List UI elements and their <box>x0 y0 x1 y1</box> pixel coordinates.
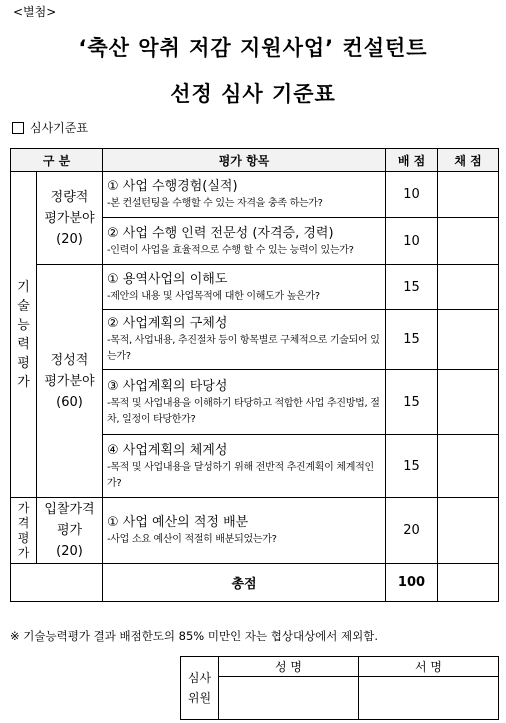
item-title: ③ 사업계획의 타당성 <box>107 378 228 394</box>
signature-table <box>180 656 499 720</box>
item-desc: -제안의 내용 및 사업목적에 대한 이해도가 높은가? <box>107 290 320 302</box>
grade-cell[interactable] <box>438 435 499 498</box>
eval-item <box>103 498 386 564</box>
eval-item <box>103 265 386 310</box>
grade-cell[interactable] <box>438 265 499 310</box>
table-row <box>11 498 499 564</box>
attachment-label: <별첨> <box>13 5 57 19</box>
eval-item <box>103 172 386 218</box>
item-title: ① 사업 수행경험(실적) <box>107 179 238 194</box>
grade-cell[interactable] <box>438 498 499 564</box>
header-grade: 채 점 <box>438 149 499 172</box>
evaluation-table <box>10 148 499 602</box>
total-label: 총점 <box>103 564 386 602</box>
item-desc: -인력이 사업을 효율적으로 수행 할 수 있는 능력이 있는가? <box>107 244 354 256</box>
table-row <box>11 172 499 218</box>
price-subgroup: 입찰가격 평가 (20) <box>37 498 103 564</box>
header-score: 배 점 <box>386 149 438 172</box>
item-score: 15 <box>386 265 438 310</box>
grade-cell[interactable] <box>438 218 499 265</box>
checkbox-square-icon <box>12 122 24 134</box>
item-score: 10 <box>386 218 438 265</box>
header-item: 평가 항목 <box>103 149 386 172</box>
item-score: 15 <box>386 370 438 435</box>
item-desc: -목적 및 사업내용을 이해하기 타당하고 적합한 사업 추진방법, 절차, 일정이 타당한가? <box>107 397 380 425</box>
item-desc: -본 컨설턴팅을 수행할 수 있는 자격을 충족 하는가? <box>107 198 323 209</box>
eval-item <box>103 218 386 265</box>
header-row <box>11 149 499 172</box>
title-line-2: 선정 심사 기준표 <box>170 82 336 106</box>
price-eval-group: 가 격 평 가 <box>11 498 37 564</box>
item-score: 15 <box>386 310 438 370</box>
item-score: 15 <box>386 435 438 498</box>
signature-field[interactable] <box>359 677 499 720</box>
item-title: ① 사업 예산의 적정 배분 <box>107 515 249 530</box>
table-row <box>11 265 499 310</box>
item-desc: -사업 소요 예산이 적절히 배분되었는가? <box>107 534 277 545</box>
quantitative-subgroup: 정량적 평가분야 (20) <box>37 172 103 265</box>
signature-header: 서 명 <box>359 657 499 677</box>
tech-eval-group: 기 술 능 력 평 가 <box>11 172 37 498</box>
header-category: 구 분 <box>11 149 103 172</box>
title-line-1: ‘축산 악취 저감 지원사업’ 컨설턴트 <box>78 36 428 60</box>
item-title: ② 사업 수행 인력 전문성 (자격증, 경력) <box>107 225 334 241</box>
total-row <box>11 564 499 602</box>
grade-cell[interactable] <box>438 310 499 370</box>
name-field[interactable] <box>219 677 359 720</box>
grade-cell[interactable] <box>438 172 499 218</box>
item-title: ① 용역사업의 이해도 <box>107 271 228 287</box>
item-score: 10 <box>386 172 438 218</box>
qualitative-subgroup: 정성적 평가분야 (60) <box>37 265 103 498</box>
eval-item <box>103 370 386 435</box>
item-score: 20 <box>386 498 438 564</box>
eval-item <box>103 435 386 498</box>
section-heading <box>12 119 88 136</box>
item-desc: -목적 및 사업내용을 달성하기 위해 전반적 추진계획이 체계적인가? <box>107 461 374 489</box>
section-heading-text: 심사기준표 <box>30 121 88 135</box>
item-title: ④ 사업계획의 체계성 <box>107 442 228 458</box>
name-header: 성 명 <box>219 657 359 677</box>
total-score: 100 <box>386 564 438 602</box>
item-title: ② 사업계획의 구체성 <box>107 316 228 331</box>
grade-cell-total[interactable] <box>438 564 499 602</box>
item-desc: -목적, 사업내용, 추진절차 등이 항목별로 구체적으로 기술되어 있는가? <box>107 335 380 362</box>
reviewer-label: 심사 위원 <box>181 657 219 720</box>
footnote: ※ 기술능력평가 결과 배점한도의 85% 미만인 자는 협상대상에서 제외함. <box>10 629 379 643</box>
grade-cell[interactable] <box>438 370 499 435</box>
eval-item <box>103 310 386 370</box>
